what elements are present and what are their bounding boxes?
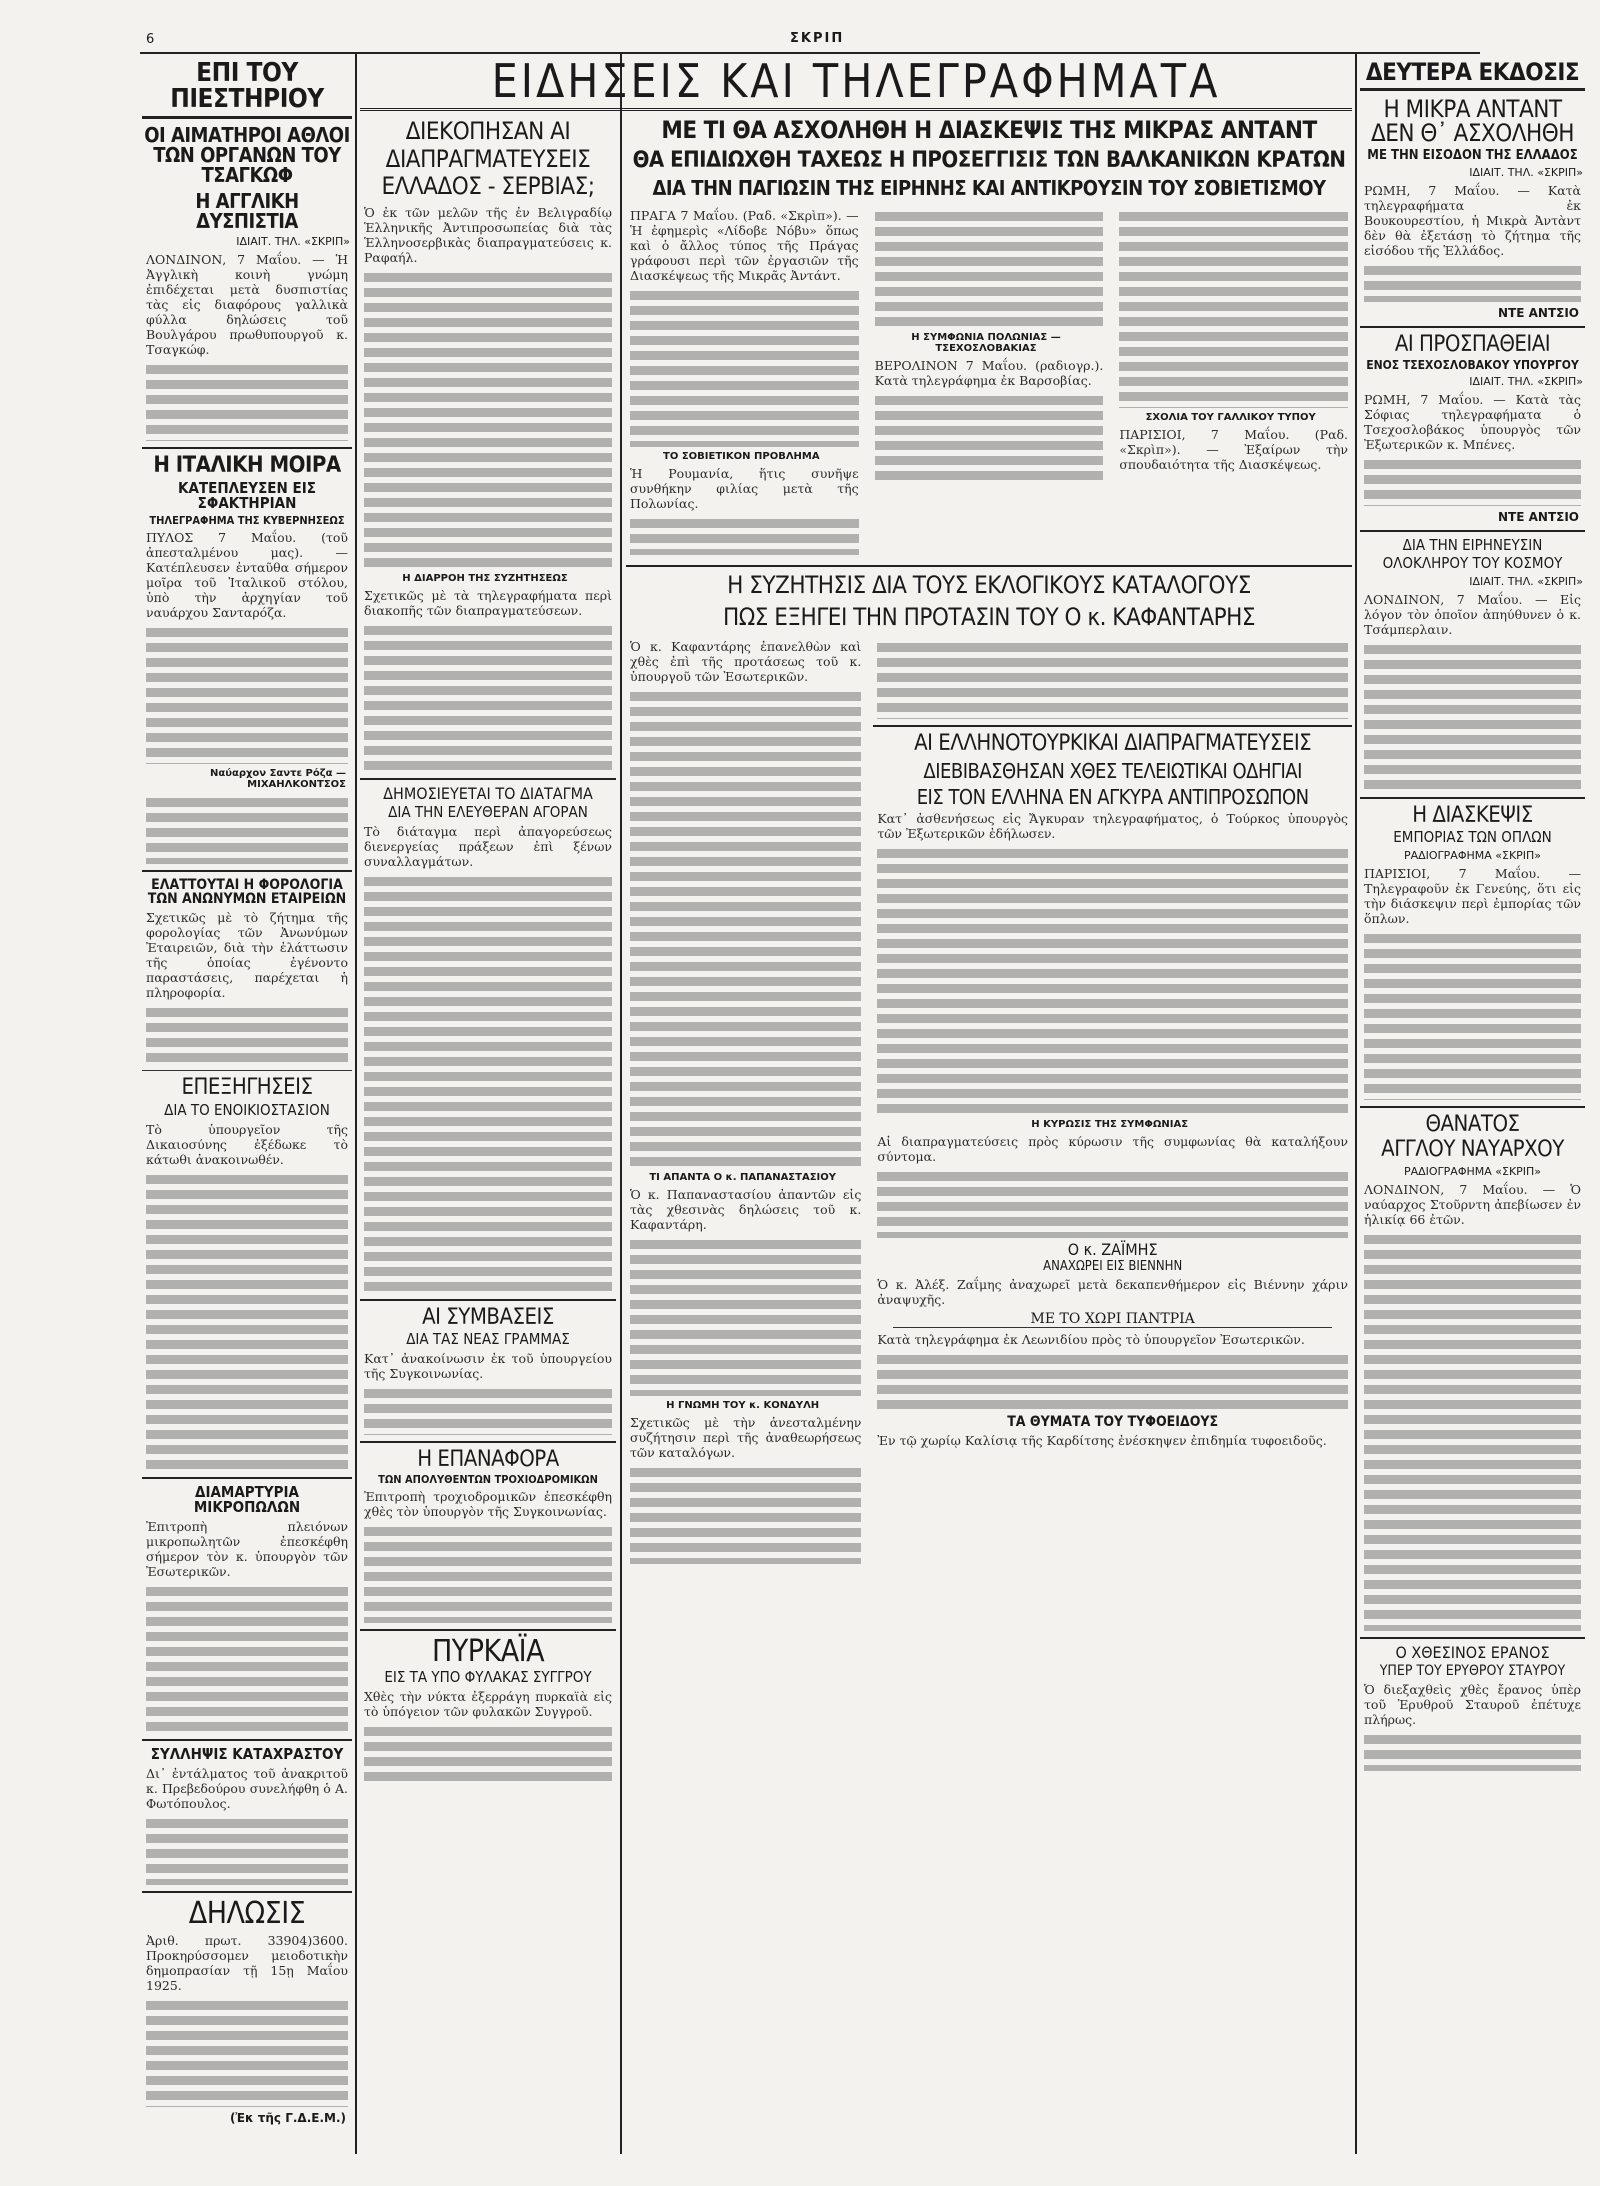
- text-block: [364, 1723, 612, 1783]
- headline: ΑΙ ΠΡΟΣΠΑΘΕΙΑΙ: [1394, 332, 1551, 357]
- subheadline: ΤΗΛΕΓΡΑΦΗΜΑ ΤΗΣ ΚΥΒΕΡΝΗΣΕΩΣ: [149, 514, 345, 527]
- page-number: 6: [146, 32, 155, 47]
- headline: ΔΙΑΜΑΡΤΥΡΙΑ ΜΙΚΡΟΠΩΛΩΝ: [193, 1483, 301, 1516]
- text-block: [146, 794, 348, 864]
- headline: ΔΙΕΚΟΠΗΣΑΝ ΑΙ ΔΙΑΠΡΑΓΜΑΤΕΥΣΕΙΣ ΕΛΛΑΔΟΣ - ΣΕΡΒΙΑΣ;: [381, 118, 595, 201]
- article-columns: [626, 635, 1352, 1568]
- article-text: Χθὲς τὴν νύκτα ἐξερράγη πυρκαϊὰ εἰς τὸ ὑπόγειον τῶν φυλακῶν Συγγροῦ.: [364, 1688, 612, 1719]
- text-block: [1364, 1731, 1581, 1771]
- divider: [1360, 530, 1585, 532]
- headline: ΕΙΣ ΤΑ ΥΠΟ ΦΥΛΑΚΑΣ ΣΥΓΓΡΟΥ: [384, 1667, 592, 1686]
- text-block: [875, 208, 1104, 328]
- text-block: [630, 287, 859, 447]
- headline: ΕΙΣ ΤΟΝ ΕΛΛΗΝΑ ΕΝ ΑΓΚΥΡΑ ΑΝΤΙΠΡΟΣΩΠΟΝ: [916, 785, 1309, 809]
- text-block: [877, 1168, 1348, 1238]
- article-text: ΡΩΜΗ, 7 Μαΐου. — Κατὰ τηλεγραφήματα ἐκ Βουκουρεστίου, ἡ Μικρὰ Ἀντὰντ δὲν θὰ ἐξετάσῃ τὸ ζήτημα τῆς εἰσόδου τῆς Ἑλλάδος.: [1364, 183, 1581, 258]
- column-divider: [355, 54, 357, 2154]
- headline: ΔΗΜΟΣΙΕΥΕΤΑΙ ΤΟ ΔΙΑΤΑΓΜΑ: [383, 783, 593, 803]
- article-column: [1115, 204, 1352, 559]
- headline: ΔΙΑ ΤΑΣ ΝΕΑΣ ΓΡΑΜΜΑΣ: [406, 1329, 570, 1348]
- article-text: ΛΟΝΔΙΝΟΝ, 7 Μαΐου. — Εἰς λόγον τὸν ὁποῖον ἀπηύθυνεν ὁ κ. Τσάμπερλαιν.: [1364, 592, 1581, 637]
- column-center: [626, 118, 1352, 1568]
- headline: ΘΑΝΑΤΟΣ: [1425, 1112, 1520, 1137]
- headline: ΠΥΡΚΑΪΑ: [431, 1633, 545, 1669]
- headline: ΟΙ ΑΙΜΑΤΗΡΟΙ ΑΘΛΟΙ ΤΩΝ ΟΡΓΑΝΩΝ ΤΟΥ ΤΣΑΓΚΩΦ: [144, 123, 350, 187]
- headline: Ο ΧΘΕΣΙΝΟΣ ΕΡΑΝΟΣ: [1395, 1643, 1550, 1662]
- text-block: [630, 1236, 861, 1396]
- article-text: Κατ᾽ ἀσθενήσεως εἰς Ἄγκυραν τηλεγραφήματος, ὁ Τούρκος ὑπουργὸς τῶν Ἐξωτερικῶν ἐδήλωσεν.: [877, 811, 1348, 841]
- column-divider: [1355, 54, 1357, 2154]
- divider: [873, 725, 1352, 727]
- text-block: [364, 873, 612, 1293]
- text-block: [877, 845, 1348, 1115]
- headline: ΑΙ ΕΛΛΗΝΟΤΟΥΡΚΙΚΑΙ ΔΙΑΠΡΑΓΜΑΤΕΥΣΕΙΣ: [914, 731, 1312, 756]
- text-block: [146, 1171, 348, 1471]
- text-block: [1119, 208, 1348, 408]
- headline: Η ΑΓΓΛΙΚΗ ΔΥΣΠΙΣΤΙΑ: [195, 189, 299, 233]
- text-block: [146, 361, 348, 441]
- article-text: Ἡ Ρουμανία, ἥτις συνῆψε συνθήκην φιλίας μετὰ τῆς Πολωνίας.: [630, 466, 859, 511]
- wire-credit: ΡΑΔΙΟΓΡΑΦΗΜΑ «ΣΚΡΙΠ»: [1403, 849, 1542, 862]
- headline: ΔΕΥΤΕΡΑ ΕΚΔΟΣΙΣ: [1360, 60, 1585, 91]
- headline: ΕΠΕΞΗΓΗΣΕΙΣ: [181, 1075, 313, 1100]
- masthead: ΣΚΡΙΠ: [790, 31, 845, 46]
- headline: ΣΥΛΛΗΨΙΣ ΚΑΤΑΧΡΑΣΤΟΥ: [150, 1745, 344, 1763]
- article-text: Σχετικῶς μὲ τὰ τηλεγραφήματα περὶ διακοπῆς τῶν διαπραγματεύσεων.: [364, 587, 612, 618]
- headline: ΕΛΑΤΤΟΥΤΑΙ Η ΦΟΡΟΛΟΓΙΑ ΤΩΝ ΑΝΩΝΥΜΩΝ ΕΤΑΙΡΕΙΩΝ: [147, 877, 347, 907]
- headline: Ο κ. ΖΑΪΜΗΣ: [1067, 1240, 1158, 1259]
- headline: Η ΜΙΚΡΑ ΑΝΤΑΝΤ ΔΕΝ Θ᾽ ΑΣΧΟΛΗΘΗ: [1371, 95, 1574, 147]
- headline: ΔΙΑ ΤΗΝ ΕΙΡΗΝΕΥΣΙΝ: [1402, 536, 1543, 554]
- wire-credit: ΙΔΙΑΙΤ. ΤΗΛ. «ΣΚΡΙΠ»: [236, 235, 350, 248]
- divider: [142, 870, 352, 872]
- article-text: ΠΑΡΙΣΙΟΙ, 7 Μαΐου. (Ραδ. «Σκρὶπ»). — Ἐξαίρων τὴν σπουδαιότητα τῆς Διασκέψεως.: [1119, 427, 1349, 472]
- article-column: [871, 204, 1108, 559]
- column-right: [1360, 60, 1585, 1775]
- divider: [1360, 797, 1585, 799]
- divider: [360, 1441, 616, 1443]
- signature: Ναύαρχον Σαντε Ρόζα — ΜΙΧΑΗΛΚΟΝΤΣΟΣ: [209, 768, 346, 790]
- text-block: [630, 688, 861, 1168]
- headline: ΘΑ ΕΠΙΔΙΩΧΘΗ ΤΑΧΕΩΣ Η ΠΡΟΣΕΓΓΙΣΙΣ ΤΩΝ ΒΑΛΚΑΝΙΚΩΝ ΚΡΑΤΩΝ: [632, 148, 1346, 173]
- headline: ΑΓΓΛΟΥ ΝΑΥΑΡΧΟΥ: [1381, 1137, 1564, 1162]
- headline: ΚΑΤΕΠΛΕΥΣΕΝ ΕΙΣ ΣΦΑΚΤΗΡΙΑΝ: [178, 479, 316, 512]
- headline: ΠΩΣ ΕΞΗΓΕΙ ΤΗΝ ΠΡΟΤΑΣΙΝ ΤΟΥ Ο κ. ΚΑΦΑΝΤΑΡΗΣ: [723, 603, 1255, 631]
- article-column: [626, 635, 865, 1568]
- article-text: ΛΟΝΔΙΝΟΝ, 7 Μαΐου. — Ἡ Ἀγγλικὴ κοινὴ γνώμη ἐπιδέχεται μετὰ δυσπιστίας τὰς εἰς διαφόρους γαλλικὰ φύλλα δηλώσεις τοῦ Βουλγάρου πρωθυπουργοῦ κ. Τσαγκώφ.: [146, 252, 348, 357]
- page-header: [140, 30, 1480, 54]
- text-block: [1364, 1231, 1581, 1631]
- headline: ΑΝΑΧΩΡΕΙ ΕΙΣ ΒΙΕΝΝΗΝ: [1043, 1259, 1183, 1274]
- divider: [360, 1299, 616, 1301]
- article-text: Ὁ ἐκ τῶν μελῶν τῆς ἐν Βελιγραδίῳ Ἑλληνικῆς Ἀντιπροσωπείας διὰ τὰς Ἑλληνοσερβικὰς διαπραγματεύσεις κ. Ραφαήλ.: [364, 204, 612, 265]
- headline: ΔΗΛΩΣΙΣ: [188, 1896, 306, 1931]
- article-column: [626, 204, 863, 559]
- article-text: Δι᾽ ἐντάλματος τοῦ ἀνακριτοῦ κ. Πρεβεδούρου συνελήφθη ὁ Α. Φωτόπουλος.: [146, 1766, 348, 1811]
- headline: ΕΜΠΟΡΙΑΣ ΤΩΝ ΟΠΛΩΝ: [1393, 828, 1552, 846]
- divider: [142, 1477, 352, 1479]
- subheading: Η ΣΥΜΦΩΝΙΑ ΠΟΛΩΝΙΑΣ — ΤΣΕΧΟΣΛΟΒΑΚΙΑΣ: [911, 332, 1061, 354]
- subheading: ΤΟ ΣΟΒΙΕΤΙΚΟΝ ΠΡΟΒΛΗΜΑ: [663, 451, 820, 462]
- headline: ΕΝΟΣ ΤΣΕΧΟΣΛΟΒΑΚΟΥ ΥΠΟΥΡΓΟΥ: [1366, 358, 1579, 372]
- headline: ΔΙΑ ΤΗΝ ΕΛΕΥΘΕΡΑΝ ΑΓΟΡΑΝ: [388, 802, 588, 821]
- wire-credit: ΡΑΔΙΟΓΡΑΦΗΜΑ «ΣΚΡΙΠ»: [1403, 1165, 1542, 1178]
- text-block: [1364, 456, 1581, 506]
- article-text: Ἐπιτροπὴ τροχιοδρομικῶν ἐπεσκέφθη χθὲς τὸν ὑπουργὸν τῆς Συγκοινωνίας.: [364, 1488, 612, 1519]
- column-second: [360, 118, 616, 1787]
- headline: ΔΙΑ ΤΟ ΕΝΟΙΚΙΟΣΤΑΣΙΟΝ: [164, 1101, 330, 1119]
- text-block: [146, 1583, 348, 1733]
- subheading: Η ΔΙΑΡΡΟΗ ΤΗΣ ΣΥΖΗΤΗΣΕΩΣ: [402, 572, 568, 584]
- article-text: Ὁ διεξαχθεὶς χθὲς ἔρανος ὑπὲρ τοῦ Ἐρυθροῦ Σταυροῦ ἐπέτυχε πλήρως.: [1364, 1682, 1581, 1727]
- headline: ΕΠΙ ΤΟΥ ΠΙΕΣΤΗΡΙΟΥ: [142, 60, 352, 119]
- text-block: [364, 1385, 612, 1435]
- article-text: Ὁ κ. Καφαντάρης ἐπανελθὼν καὶ χθὲς ἐπὶ τῆς προτάσεως τοῦ κ. ὑπουργοῦ τῶν Ἐσωτερικῶν.: [630, 639, 862, 684]
- divider: [1360, 326, 1585, 328]
- subheading: ΣΧΟΛΙΑ ΤΟΥ ΓΑΛΛΙΚΟΥ ΤΥΠΟΥ: [1145, 412, 1316, 423]
- signature: ΝΤΕ ΑΝΤΣΙΟ: [1498, 510, 1579, 524]
- text-block: [364, 1523, 612, 1623]
- text-block: [1364, 641, 1581, 791]
- headline: ΜΕ ΤΟ ΧΩΡΙ ΠΑΝΤΡΙΑ: [893, 1311, 1332, 1328]
- article-text: Σχετικῶς μὲ τὸ ζήτημα τῆς φορολογίας τῶν Ἀνωνύμων Ἐταιρειῶν, διὰ τὴν ἐλάττωσιν τῆς ὁποίας ἐγένοντο παραστάσεις, παρέχεται ἡ πληροφορία.: [146, 910, 348, 1000]
- headline: ΟΛΟΚΛΗΡΟΥ ΤΟΥ ΚΟΣΜΟΥ: [1382, 554, 1563, 572]
- headline: Η ΔΙΑΣΚΕΨΙΣ: [1412, 803, 1533, 828]
- signature: (Ἐκ τῆς Γ.Δ.Ε.Μ.): [230, 2111, 346, 2125]
- subheading: ΤΙ ΑΠΑΝΤΑ Ο κ. ΠΑΠΑΝΑΣΤΑΣΙΟΥ: [649, 1172, 836, 1183]
- divider: [360, 778, 616, 780]
- article-text: Ἀριθ. πρωτ. 33904)3600. Προκηρύσσομεν μειοδοτικὴν δημοπρασίαν τῇ 15ῃ Μαΐου 1925.: [146, 1933, 348, 1993]
- signature: ΝΤΕ ΑΝΤΣΙΟ: [1498, 306, 1579, 320]
- wire-credit: ΙΔΙΑΙΤ. ΤΗΛ. «ΣΚΡΙΠ»: [1469, 166, 1583, 179]
- text-block: [146, 624, 348, 764]
- text-block: [146, 1997, 348, 2107]
- divider: [142, 1739, 352, 1741]
- article-text: ΠΑΡΙΣΙΟΙ, 7 Μαΐου. — Τηλεγραφοῦν ἐκ Γενεύης, ὅτι εἰς τὴν διάσκεψιν περὶ ἐμπορίας τῶν ὅπλων.: [1364, 866, 1581, 926]
- headline: Η ΙΤΑΛΙΚΗ ΜΟΙΡΑ: [153, 453, 341, 478]
- divider: [1360, 1106, 1585, 1108]
- text-block: [146, 1004, 348, 1064]
- text-block: [1364, 262, 1581, 302]
- article-text: Ἐπιτροπὴ πλειόνων μικροπωλητῶν ἐπεσκέφθη σήμερον τὸν κ. ὑπουργὸν τῶν Ἐσωτερικῶν.: [146, 1519, 348, 1579]
- article-text: Ἐν τῷ χωρίῳ Καλίσιᾳ τῆς Καρδίτσης ἐνέσκηψεν ἐπιδημία τυφοειδοῦς.: [877, 1433, 1327, 1448]
- article-text: ΠΥΛΟΣ 7 Μαΐου. (τοῦ ἀπεσταλμένου μας). — Κατέπλευσεν ἐνταῦθα σήμερον μοῖρα τοῦ Ἰταλικοῦ στόλου, ὑπὸ τὴν ἀρχηγίαν τοῦ ναυάρχου Σανταρόζα.: [146, 530, 348, 620]
- divider: [1360, 1637, 1585, 1639]
- article-text: Κατ᾽ ἀνακοίνωσιν ἐκ τοῦ ὑπουργείου τῆς Συγκοινωνίας.: [364, 1350, 612, 1381]
- article-text: ΠΡΑΓΑ 7 Μαΐου. (Ραδ. «Σκρὶπ»). — Ἡ ἐφημερὶς «Λίδοβε Νόβυ» ὅπως καὶ ὁ ἄλλος τύπος τῆς Πράγας γράφουσι περὶ τῶν ἐργασιῶν τῆς Διασκέψεως τῆς Μικρᾶς Ἀντάντ.: [630, 208, 859, 283]
- divider: [360, 1629, 616, 1631]
- text-block: [146, 1815, 348, 1885]
- text-block: [630, 1464, 861, 1564]
- text-block: [364, 622, 612, 772]
- headline: ΤΑ ΘΥΜΑΤΑ ΤΟΥ ΤΥΦΟΕΙΔΟΥΣ: [1007, 1414, 1219, 1430]
- divider: [142, 1891, 352, 1893]
- text-block: [877, 1351, 1348, 1411]
- article-text: Αἱ διαπραγματεύσεις πρὸς κύρωσιν τῆς συμφωνίας θὰ καταλήξουν σύντομα.: [877, 1134, 1348, 1164]
- text-block: [364, 269, 612, 569]
- headline: ΑΙ ΣΥΜΒΑΣΕΙΣ: [422, 1304, 554, 1330]
- headline: ΔΙΑ ΤΗΝ ΠΑΓΙΩΣΙΝ ΤΗΣ ΕΙΡΗΝΗΣ ΚΑΙ ΑΝΤΙΚΡΟΥΣΙΝ ΤΟΥ ΣΟΒΙΕΤΙΣΜΟΥ: [652, 176, 1326, 200]
- text-block: [877, 639, 1348, 719]
- divider: [142, 447, 352, 449]
- main-banner: ΕΙΔΗΣΕΙΣ ΚΑΙ ΤΗΛΕΓΡΑΦΗΜΑΤΑ: [360, 58, 1352, 111]
- text-block: [1364, 930, 1581, 1100]
- headline: ΤΩΝ ΑΠΟΛΥΘΕΝΤΩΝ ΤΡΟΧΙΟΔΡΟΜΙΚΩΝ: [378, 1472, 598, 1486]
- article-columns: [626, 204, 1352, 559]
- wire-credit: ΙΔΙΑΙΤ. ΤΗΛ. «ΣΚΡΙΠ»: [1469, 575, 1583, 588]
- headline: ΔΙΕΒΙΒΑΣΘΗΣΑΝ ΧΘΕΣ ΤΕΛΕΙΩΤΙΚΑΙ ΟΔΗΓΙΑΙ: [923, 759, 1302, 783]
- article-text: Ὁ κ. Παπαναστασίου ἀπαντῶν εἰς τὰς χθεσινὰς δηλώσεις τοῦ κ. Καφαντάρη.: [630, 1187, 862, 1232]
- headline: Η ΣΥΖΗΤΗΣΙΣ ΔΙΑ ΤΟΥΣ ΕΚΛΟΓΙΚΟΥΣ ΚΑΤΑΛΟΓΟΥΣ: [727, 571, 1251, 599]
- article-column-wide: [873, 635, 1352, 1568]
- article-text: Ὁ κ. Ἀλέξ. Ζαΐμης ἀναχωρεῖ μετὰ δεκαπενθήμερον εἰς Βιέννην χάριν ἀναψυχῆς.: [877, 1277, 1348, 1307]
- text-block: [630, 515, 859, 555]
- subheading: Η ΓΝΩΜΗ ΤΟΥ κ. ΚΟΝΔΥΛΗ: [666, 1400, 820, 1411]
- column-left: [142, 60, 352, 2125]
- divider: [626, 565, 1352, 567]
- column-divider: [620, 54, 622, 2154]
- text-block: [875, 392, 1104, 482]
- article-text: ΡΩΜΗ, 7 Μαΐου. — Κατὰ τὰς Σόφιας τηλεγραφήματα ὁ Τσεχοσλοβάκος ὑπουργὸς τῶν Ἐξωτερικῶν κ. Μπένες.: [1364, 392, 1581, 452]
- article-text: Τὸ διάταγμα περὶ ἀπαγορεύσεως διενεργείας πράξεων ἐπὶ ξένων συναλλαγμάτων.: [364, 823, 612, 869]
- article-text: Σχετικῶς μὲ τὴν ἀνεσταλμένην συζήτησιν περὶ τῆς ἀναθεωρήσεως τῶν καταλόγων.: [630, 1415, 862, 1460]
- subheading: Η ΚΥΡΩΣΙΣ ΤΗΣ ΣΥΜΦΩΝΙΑΣ: [1031, 1119, 1189, 1130]
- article-text: Κατὰ τηλεγράφημα ἐκ Λεωνιδίου πρὸς τὸ ὑπουργεῖον Ἐσωτερικῶν.: [877, 1332, 1305, 1347]
- article-text: Τὸ ὑπουργεῖον τῆς Δικαιοσύνης ἐξέδωκε τὸ κάτωθι ἀνακοινωθέν.: [146, 1122, 348, 1167]
- main-banner-area: [360, 58, 1352, 111]
- headline: ΥΠΕΡ ΤΟΥ ΕΡΥΘΡΟΥ ΣΤΑΥΡΟΥ: [1379, 1663, 1566, 1679]
- divider: [142, 1070, 352, 1071]
- headline: ΜΕ ΤΙ ΘΑ ΑΣΧΟΛΗΘΗ Η ΔΙΑΣΚΕΨΙΣ ΤΗΣ ΜΙΚΡΑΣ ΑΝΤΑΝΤ: [661, 118, 1317, 144]
- article-text: ΛΟΝΔΙΝΟΝ, 7 Μαΐου. — Ὁ ναύαρχος Στοῦρντη ἀπεβίωσεν ἐν ἡλικίᾳ 66 ἐτῶν.: [1364, 1182, 1581, 1227]
- headline: Η ΕΠΑΝΑΦΟΡΑ: [417, 1446, 559, 1472]
- article-text: ΒΕΡΟΛΙΝΟΝ 7 Μαΐου. (ραδιογρ.). Κατὰ τηλεγράφημα ἐκ Βαρσοβίας.: [874, 358, 1104, 388]
- headline: ΜΕ ΤΗΝ ΕΙΣΟΔΟΝ ΤΗΣ ΕΛΛΑΔΟΣ: [1367, 148, 1578, 163]
- wire-credit: ΙΔΙΑΙΤ. ΤΗΛ. «ΣΚΡΙΠ»: [1469, 375, 1583, 388]
